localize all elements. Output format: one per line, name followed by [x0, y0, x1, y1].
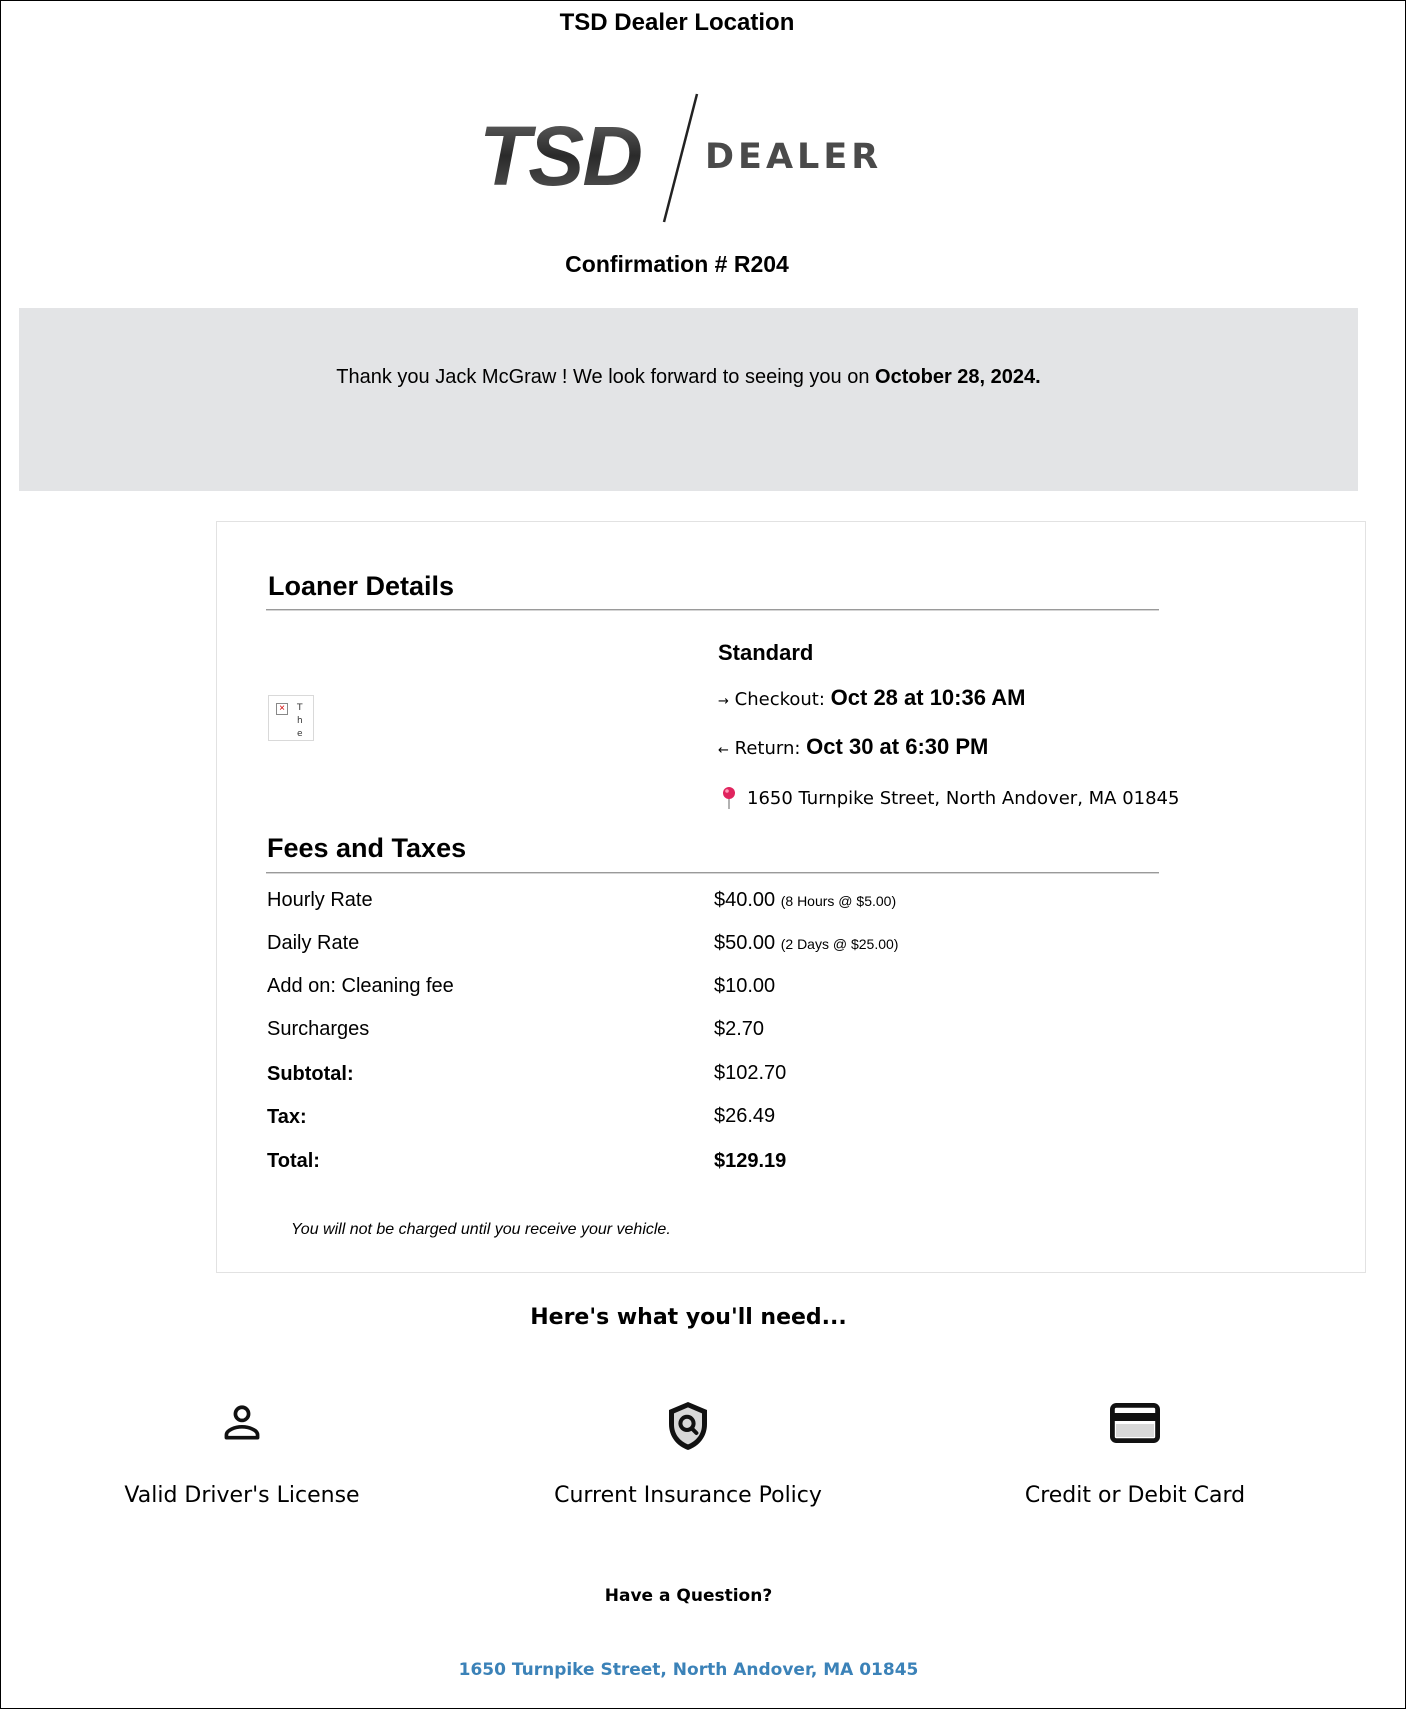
fees-divider — [266, 872, 1159, 874]
fee-label-cleaning: Add on: Cleaning fee — [267, 975, 454, 997]
fee-value-cleaning: $10.00 — [714, 975, 776, 997]
arrow-left-icon: ← — [718, 743, 729, 758]
needs-heading: Here's what you'll need... — [530, 1305, 847, 1330]
tsd-dealer-logo — [471, 89, 891, 229]
fee-label-daily: Daily Rate — [267, 932, 360, 954]
tax-value: $26.49 — [714, 1105, 776, 1127]
subtotal-value: $102.70 — [714, 1062, 787, 1084]
need-label-card: Credit or Debit Card — [1024, 1483, 1246, 1508]
appointment-date: October 28, 2024. — [875, 366, 1041, 388]
fee-label-surcharges: Surcharges — [267, 1018, 370, 1040]
vehicle-class: Standard — [718, 640, 814, 665]
logo-secondary-text: DEALER — [705, 137, 883, 177]
fee-value-hourly: $40.00 (8 Hours @ $5.00) — [714, 889, 897, 911]
return-row — [718, 734, 988, 760]
dealer-address-link[interactable]: 1650 Turnpike Street, North Andover, MA 01845 — [458, 1660, 919, 1680]
location-title: TSD Dealer Location — [559, 9, 795, 36]
checkout-label: Checkout: — [734, 689, 825, 710]
need-label-license: Valid Driver's License — [124, 1483, 360, 1508]
total-label: Total: — [267, 1150, 320, 1172]
person-icon — [220, 1401, 264, 1445]
fees-heading: Fees and Taxes — [267, 833, 467, 863]
loaner-divider — [266, 609, 1159, 611]
image-alt-text: T h e — [297, 703, 303, 739]
thank-you-prefix: Thank you Jack McGraw ! We look forward to seeing you on — [336, 366, 876, 388]
shield-icon — [664, 1399, 712, 1453]
total-value: $129.19 — [714, 1150, 787, 1172]
need-item-insurance — [498, 1399, 878, 1508]
pickup-address: 1650 Turnpike Street, North Andover, MA 01845 — [747, 787, 1180, 809]
need-label-insurance: Current Insurance Policy — [554, 1483, 822, 1508]
logo-primary-text: TSD — [479, 109, 641, 203]
need-item-card — [945, 1403, 1325, 1508]
vehicle-image-placeholder — [268, 695, 314, 741]
credit-card-icon — [1110, 1403, 1160, 1443]
checkout-row — [718, 685, 1025, 711]
pickup-address-row — [721, 786, 1179, 810]
return-label: Return: — [734, 738, 801, 759]
question-heading: Have a Question? — [604, 1586, 773, 1606]
broken-image-icon: × — [276, 703, 288, 715]
map-pin-icon — [721, 786, 737, 810]
need-item-license — [52, 1401, 432, 1508]
subtotal-label: Subtotal: — [267, 1063, 354, 1085]
tax-label: Tax: — [267, 1106, 307, 1128]
charge-note: You will not be charged until you receive your vehicle. — [291, 1221, 671, 1238]
return-value: Oct 30 at 6:30 PM — [806, 734, 989, 759]
fee-value-surcharges: $2.70 — [714, 1018, 765, 1040]
thank-you-message — [19, 366, 1358, 389]
arrow-right-icon: → — [718, 694, 729, 709]
thank-you-banner — [19, 308, 1358, 491]
confirmation-number: Confirmation # R204 — [565, 251, 789, 277]
loaner-details-heading: Loaner Details — [268, 571, 455, 601]
fee-value-daily: $50.00 (2 Days @ $25.00) — [714, 932, 899, 954]
checkout-value: Oct 28 at 10:36 AM — [830, 685, 1026, 710]
fee-label-hourly: Hourly Rate — [267, 889, 373, 911]
